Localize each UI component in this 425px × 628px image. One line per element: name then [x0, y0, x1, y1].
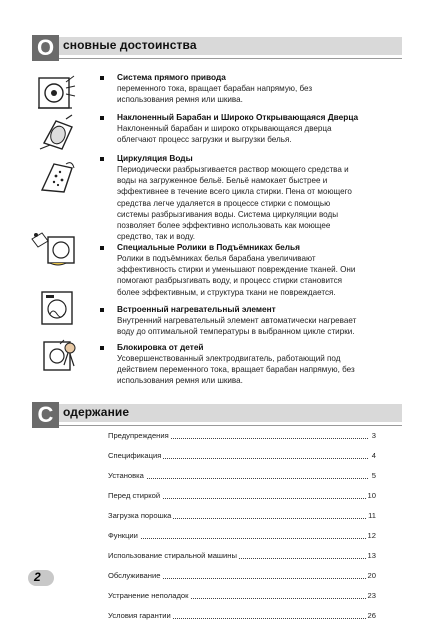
toc-label: Использование стиральной машины [108, 551, 237, 560]
page-number-oval [28, 570, 54, 586]
toc-label: Предупреждения [108, 431, 169, 440]
heater-icon [36, 288, 78, 328]
toc-row[interactable] [108, 588, 376, 608]
toc-label: Спецификация [108, 451, 162, 460]
features-section-header [32, 37, 402, 59]
water-circulation-icon [36, 156, 78, 196]
bullet-marker [100, 308, 104, 312]
toc-label: Условия гарантии [108, 611, 171, 620]
toc-label: Устранение неполадок [108, 591, 189, 600]
toc-page-number: 5 [371, 471, 376, 480]
toc-page-number: 11 [368, 511, 376, 520]
header-underline [59, 58, 402, 59]
bullet-marker [100, 246, 104, 250]
feature-description: Наклоненный барабан и широко открывающаяся дверца облегчают процесс загрузки и выгрузки белья. [117, 124, 332, 145]
page-number-badge [28, 570, 54, 586]
bullet-marker [100, 116, 104, 120]
feature-description: Внутренний нагревательный элемент автоматически нагревает воду до оптимальной температуры в выбранном цикле стирки. [117, 316, 357, 337]
toc-row[interactable] [108, 548, 376, 568]
toc-page-number: 13 [367, 551, 376, 560]
toc-label: Обслуживание [108, 571, 161, 580]
feature-description: Ролики в подъёмниках белья барабана увеличивают эффективность стирки и уменьшают повреждение тканей. Они помогают разбрызгивать воду, и процесс стирки становится более эффективным, и структура ткани не повреждается. [117, 254, 356, 297]
feature-title: Специальные Ролики в Подъёмниках белья [117, 242, 300, 252]
toc-row[interactable] [108, 568, 376, 588]
toc-page-number: 20 [367, 571, 376, 580]
toc-row[interactable] [108, 448, 376, 468]
toc-label: Загрузка порошка [108, 511, 172, 520]
toc-label: Перед стиркой [108, 491, 161, 500]
header-underline [59, 425, 402, 426]
toc-row[interactable] [108, 488, 376, 508]
feature-title: Блокировка от детей [117, 342, 204, 352]
toc-page-number: 23 [367, 591, 376, 600]
feature-description: Периодически разбрызгивается раствор моющего средства и воды на загруженное бельё. Бельё намокает быстрее и эффективнее в течение всего цикла стирки. Пена от моющего средства легче удаляется в процессе стирки с помощью системы разбрызгивания воды. Система циркуляции воды позволяет более эффективно использовать как моющее средство, так и воду. [117, 165, 352, 242]
feature-description: переменного тока, вращает барабан напрямую, без использования ремня или шкива. [117, 84, 313, 105]
toc-leader-dots [108, 478, 368, 479]
toc-row[interactable] [108, 528, 376, 548]
bullet-marker [100, 76, 104, 80]
feature-description: Усовершенствованный электродвигатель, работающий под действием переменного тока, вращает барабан напрямую, без использования ремня или шкива. [117, 354, 355, 386]
feature-title: Циркуляция Воды [117, 153, 193, 163]
page-number: 2 [34, 570, 41, 584]
header-initial-letter: О [32, 35, 59, 61]
contents-section-header [32, 404, 402, 426]
toc-row[interactable] [108, 428, 376, 448]
toc-page-number: 12 [367, 531, 376, 540]
table-of-contents [108, 428, 376, 628]
toc-leader-dots [108, 538, 368, 539]
tilted-drum-icon [36, 113, 78, 153]
toc-label: Функции [108, 531, 138, 540]
header-initial-letter: С [32, 402, 59, 428]
toc-page-number: 4 [371, 451, 376, 460]
bullet-marker [100, 346, 104, 350]
toc-page-number: 26 [367, 611, 376, 620]
toc-page-number: 10 [367, 491, 376, 500]
lifter-rollers-icon [28, 227, 80, 267]
toc-row[interactable] [108, 508, 376, 528]
features-section-title: сновные достоинства [63, 38, 197, 52]
child-lock-icon [36, 336, 78, 376]
toc-row[interactable] [108, 608, 376, 628]
direct-drive-icon [36, 72, 78, 112]
toc-label: Установка [108, 471, 144, 480]
feature-title: Система прямого привода [117, 72, 226, 82]
feature-title: Наклоненный Барабан и Широко Открывающаяся Дверца [117, 112, 359, 122]
toc-row[interactable] [108, 468, 376, 488]
bullet-marker [100, 157, 104, 161]
feature-title: Встроенный нагревательный элемент [117, 304, 276, 314]
toc-page-number: 3 [371, 431, 376, 440]
contents-section-title: одержание [63, 405, 130, 419]
